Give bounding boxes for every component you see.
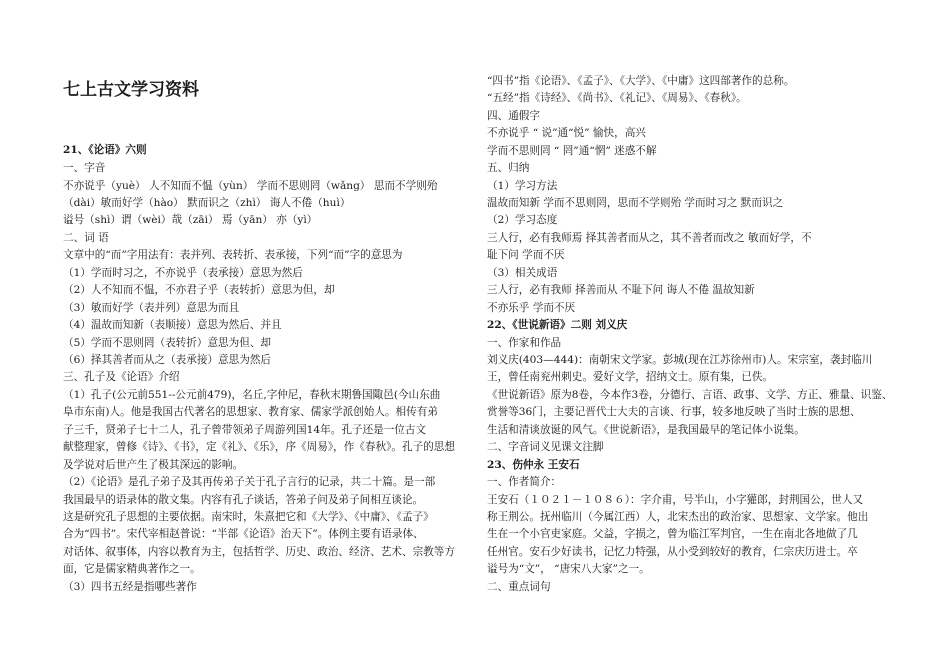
text-line: 赏誉等36门，主要记晋代士大夫的言谈、行事，较多地反映了当时士族的思想、 [487, 406, 861, 418]
text-line: 这是研究孔子思想的主要依据。南宋时，朱熹把它和《大学》、《中庸》、《孟子》 [63, 511, 434, 523]
text-line: 刘义庆(403—444)：南朝宋文学家。彭城(现在江苏徐州市)人。宋宗室，袭封临川 [487, 354, 873, 366]
document-title: 七上古文学习资料 [63, 80, 199, 100]
text-line: 二、词 语 [63, 232, 109, 244]
text-line: 及学说对后世产生了极其深远的影响。 [63, 459, 244, 471]
text-line: 一、字音 [63, 162, 106, 174]
text-line: （3）敏而好学（表并列）意思为而且 [63, 302, 240, 314]
text-line: 子三千，贤弟子七十二人，孔子曾带领弟子周游列国14年。孔子还是一位古文 [63, 424, 427, 436]
text-line: 一、作家和作品 [487, 337, 562, 349]
text-line: 二、重点词句 [487, 581, 551, 593]
text-line: （6）择其善者而从之（表承接）意思为然后 [63, 354, 272, 366]
text-line: 三人行，必有我师焉 择其善者而从之，其不善者而改之 敏而好学，不 [487, 232, 812, 244]
text-line: （1）学而时习之，不亦说乎（表承接）意思为然后 [63, 267, 303, 279]
text-line: 谥号（shì）谓（wèi）哉（zāi） 焉（yān） 亦（yì） [63, 214, 318, 226]
text-line: 生在一个小官吏家庭。父益，字损之，曾为临江军判官，一生在南北各地做了几 [487, 528, 858, 540]
text-line: 王，曾任南兖州刺史。爱好文学，招纳文士。原有集，已佚。 [487, 371, 774, 383]
text-line: 不亦乐乎 学而不厌 [487, 302, 576, 314]
text-line: 称王荆公。抚州临川（今属江西）人，北宋杰出的政治家、思想家、文学家。他出 [487, 511, 869, 523]
text-line: 文章中的“而”字用法有：表并列、表转折、表承接，下列“而”字的意思为 [63, 249, 403, 261]
text-line: （3）相关成语 [487, 267, 558, 279]
section-heading-shangzhongyong: 23、伤仲永 王安石 [487, 459, 580, 471]
text-line: 一、作者简介： [487, 476, 562, 488]
text-line: （4）温故而知新（表顺接）意思为然后、并且 [63, 319, 282, 331]
text-line: 任州官。安石少好读书，记忆力特强，从小受到较好的教育，仁宗庆历进士。卒 [487, 546, 858, 558]
text-line: （1）孔子(公元前551--公元前479)，名丘,字仲尼，春秋末期鲁国陬邑(今山东曲 [63, 389, 441, 401]
text-line: 面，它是儒家精典著作之一。 [63, 563, 201, 575]
text-line: （2）人不知而不愠，不亦君子乎（表转折）意思为但，却 [63, 284, 335, 296]
text-line: 温故而知新 学而不思则罔，思而不学则殆 学而时习之 默而识之 [487, 197, 784, 209]
text-line: 我国最早的语录体的散文集。内容有孔子谈话，答弟子问及弟子间相互谈论。 [63, 494, 424, 506]
section-heading-lunyu: 21、《论语》六则 [63, 144, 147, 156]
text-line: 三、孔子及《论语》介绍 [63, 371, 180, 383]
text-line: 谥号为“文”， “唐宋八大家”之一。 [487, 563, 650, 575]
text-line: （2）《论语》是孔子弟子及其再传弟子关于孔子言行的记录，共二十篇。是一部 [63, 476, 436, 488]
text-line: 阜市东南)人。他是我国古代著名的思想家、教育家、儒家学派创始人。相传有弟 [63, 406, 438, 418]
text-line: （3）四书五经是指哪些著作 [63, 581, 197, 593]
text-line: 五、归纳 [487, 162, 530, 174]
text-line: 王安石（１０２１－１０８６）：字介甫，号半山，小字獾郎，封荆国公，世人又 [487, 494, 864, 506]
text-line: 四、通假字 [487, 110, 540, 122]
text-line: 献整理家，曾修《诗》、《书》，定《礼》、《乐》，序《周易》，作《春秋》。孔子的思想 [63, 441, 455, 453]
text-line: 不亦说乎（yuè） 人不知而不愠（yùn） 学而不思则罔（wǎng） 思而不学则殆 [63, 180, 438, 192]
text-line: 学而不思则罔 “ 罔”通“惘” 迷惑不解 [487, 145, 657, 157]
section-heading-shishuoxinyu: 22、《世说新语》二则 刘义庆 [487, 319, 628, 331]
text-line: （dài）敏而好学（hào） 默而识之（zhì） 诲人不倦（huì） [63, 197, 351, 209]
text-line: 合为“四书”。宋代宰相赵普说：“半部《论语》治天下”。体例主要有语录体、 [63, 528, 424, 540]
text-line: 不亦说乎 “ 说”通“悦” 愉快，高兴 [487, 127, 646, 139]
text-line: 《世说新语》原为8卷，今本作3卷，分德行、言语、政事、文学、方正、雅量、识鉴、 [487, 389, 893, 401]
text-line: 三人行，必有我师 择善而从 不耻下问 诲人不倦 温故知新 [487, 284, 755, 296]
text-line: 对话体、叙事体，内容以教育为主，包括哲学、历史、政治、经济、艺术、宗教等方 [63, 546, 455, 558]
text-line: 耻下问 学而不厌 [487, 249, 565, 261]
text-line: （2）学习态度 [487, 214, 558, 226]
text-line: “四书”指《论语》、《孟子》、《大学》、《中庸》这四部著作的总称。 [487, 75, 795, 87]
text-line: 二、字音词义见课文注脚 [487, 441, 604, 453]
text-line: 生活和清谈放诞的风气。《世说新语》，是我国最早的笔记体小说集。 [487, 424, 805, 436]
text-line: （1）学习方法 [487, 180, 558, 192]
text-line: “五经”指《诗经》、《尚书》、《礼记》、《周易》、《春秋》。 [487, 92, 747, 104]
text-line: （5）学而不思则罔（表转折）意思为但、却 [63, 337, 272, 349]
